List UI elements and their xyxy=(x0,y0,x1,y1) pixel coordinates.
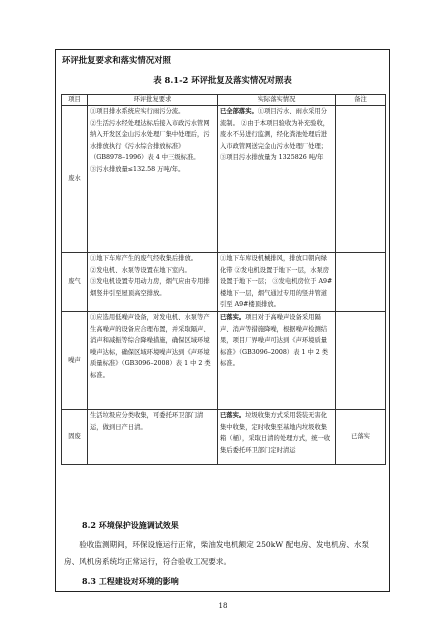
row-note xyxy=(336,106,386,253)
row-actual xyxy=(218,409,336,464)
section-heading-8-2: 8.2 环境保护设施调试效果 xyxy=(82,520,179,530)
row-note xyxy=(336,253,386,312)
paragraph-8-2: 验收监测期间，环保设施运行正常，柴油发电机额定 250kW 配电房、发电机房、水泵房、风机房系统均正常运行，符合验收工况要求。 xyxy=(64,540,370,566)
requirement-line: ③污水排放量≤132.58 万吨/年。 xyxy=(90,165,185,173)
table-row xyxy=(62,253,386,312)
requirement-line: ①应选用低噪声设备，对发电机、水泵等产生高噪声的设备应合理布置，并采取隔声、消声和减振等综合降噪措施，确保区域环境噪声达标，确保区域环境噪声达到《声环境质量标准》（GB3096–2008）表 1 中 2 类标准。 xyxy=(90,313,211,379)
row-item: 废水 xyxy=(62,106,88,253)
actual-text: 项目对于高噪声设备采用隔声、消声等措施降噪，根据噪声检测结果，项目厂界噪声可达到《声环境质量标准》（GB3096–2008）表 1 中 2 类标准。 xyxy=(220,313,329,368)
page-number: 18 xyxy=(218,602,228,610)
table-header-row xyxy=(62,95,386,106)
requirement-line: ②发电机、水泵等设置在地下室内。 xyxy=(90,266,191,274)
actual-text: 垃圾收集方式采用袋装无害化集中收集，定时收集至基地内垃圾收集箱（桶），采取日清的处理方式，统一收集后委托环卫部门定时清运 xyxy=(220,411,331,454)
table-row xyxy=(62,106,386,253)
table-row xyxy=(62,409,386,464)
row-actual xyxy=(218,106,336,253)
row-note xyxy=(336,311,386,409)
row-requirement xyxy=(88,311,218,409)
row-actual xyxy=(218,311,336,409)
col-header-requirement: 环评批复要求 xyxy=(88,95,218,106)
table-caption: 表 8.1-2 环评批复及落实情况对照表 xyxy=(153,75,292,85)
row-requirement xyxy=(88,106,218,253)
document-frame xyxy=(55,49,390,592)
actual-text: ①地下车库设机械排风，排放口朝向绿化带 ②发电机设置于地下一层，水泵房设置于地下一层； ③发电机房位于 A9#楼地下一层，烟气通过专用的竖井管道引至 A9#楼顶排放。 xyxy=(220,255,333,309)
requirement-line: ①地下车库产生的废气经收集后排放。 xyxy=(90,255,198,262)
row-requirement xyxy=(88,253,218,312)
row-note: 已落实 xyxy=(336,409,386,464)
requirement-line: ③发电机设置专用动力房，烟气应由专用排烟竖井引至屋顶高空排放。 xyxy=(90,278,210,297)
col-header-note: 备注 xyxy=(336,95,386,106)
table-row xyxy=(62,311,386,409)
row-actual xyxy=(218,253,336,312)
actual-lead: 已落实。 xyxy=(220,313,246,321)
actual-lead: 已落实。 xyxy=(220,411,246,419)
row-item: 噪声 xyxy=(62,311,88,409)
actual-lead: 已全部落实。 xyxy=(220,108,258,115)
row-item: 固废 xyxy=(62,409,88,464)
requirement-line: ②生活污水经处理达标后接入市政污水管网纳入开发区金山污水处理厂集中处理后，污水排放执行《污水综合排放标准》（GB8978–1996）表 4 中三级标准。 xyxy=(90,119,210,162)
row-requirement xyxy=(88,409,218,464)
col-header-item: 项目 xyxy=(62,95,88,106)
actual-text: ①项目污水、雨水采用分流制。 ②由于本项目验收为补充验收，废水不另进行监测，经化粪池处理后进入市政管网送完金山污水处理厂处理； ③项目污水排放量为 1325826 吨/年 xyxy=(220,108,330,162)
requirement-line: 生活垃圾应分类收集，可委托环卫部门清运，做到日产日清。 xyxy=(90,411,204,431)
row-item: 废气 xyxy=(62,253,88,312)
requirement-line: ①项目排水系统应实行雨污分流。 xyxy=(90,108,185,115)
header-title: 环评批复要求和落实情况对照 xyxy=(62,55,171,65)
comparison-table xyxy=(61,94,386,465)
col-header-actual: 实际落实情况 xyxy=(218,95,336,106)
section-heading-8-3: 8.3 工程建设对环境的影响 xyxy=(82,576,179,586)
